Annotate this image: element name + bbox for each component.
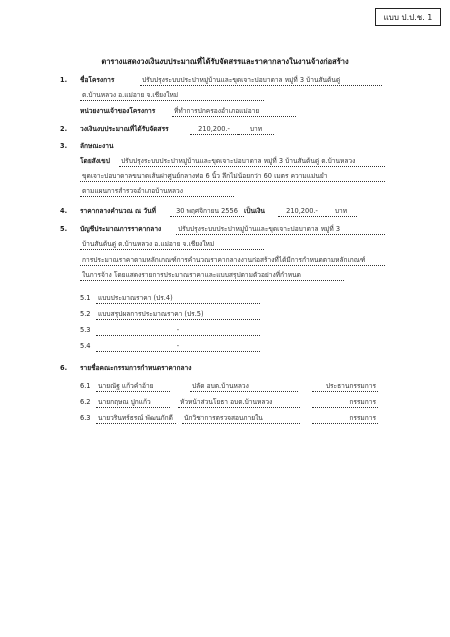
median-price-date: 30 พฤศจิกายน 2556 [170, 207, 244, 217]
median-price-label: ราคากลางคำนวณ ณ วันที่ [80, 207, 157, 215]
document-title: ตารางแสดงวงเงินงบประมาณที่ได้รับจัดสรรและราคากลางในงานจ้างก่อสร้าง [101, 57, 349, 66]
attachment-item-2-value: แบบสรุปผลการประมาณราคา (ปร.5) [96, 310, 260, 320]
project-name-label: ชื่อโครงการ [80, 76, 115, 84]
attachment-item-4-value: - [96, 342, 260, 352]
attachment-item-2-number: 5.2 [80, 310, 91, 318]
section-6-number: 6. [60, 364, 68, 372]
work-description-line-2: ขุดเจาะบ่อบาดาลขนาดเส้นผ่าศูนย์กลางท่อ 6 นิ้ว ลึกไม่น้อยกว่า 60 เมตร ความแม่นยำ [80, 172, 385, 182]
project-location-value: ต.บ้านหลวง อ.แม่อาย จ.เชียงใหม่ [80, 91, 264, 101]
attachment-item-1-number: 5.1 [80, 294, 91, 302]
section-1-number: 1. [60, 76, 68, 84]
committee-member-2-role: กรรมการ [312, 398, 378, 408]
section-2-number: 2. [60, 125, 68, 133]
committee-member-2-name: นายกฤษณ ปูกแก้ว [96, 398, 170, 408]
section-4-number: 4. [60, 207, 68, 215]
price-estimate-note-1: การประมาณราคาตามหลักเกณฑ์การคำนวณราคากลางงานก่อสร้างที่ได้มีการกำหนดตามหลักเกณฑ์ [80, 256, 385, 266]
median-price-value: 210,200.- [278, 207, 326, 217]
committee-member-2-number: 6.2 [80, 398, 91, 406]
attachment-item-3-value: - [96, 326, 260, 336]
section-5-number: 5. [60, 225, 68, 233]
committee-label: รายชื่อคณะกรรมการกำหนดราคากลาง [80, 364, 192, 372]
committee-member-1-role: ประธานกรรมการ [312, 382, 378, 392]
committee-member-3-number: 6.3 [80, 414, 91, 422]
committee-member-2-position: หัวหน้าส่วนโยธา อบต.บ้านหลวง [178, 398, 300, 408]
section-3-number: 3. [60, 142, 68, 150]
budget-label: วงเงินงบประมาณที่ได้รับจัดสรร [80, 125, 169, 133]
attachment-item-3-number: 5.3 [80, 326, 91, 334]
median-price-amount-label: เป็นเงิน [244, 207, 265, 215]
committee-member-3-name: นายวรินทร์ธรณ์ พัฒนภักดี [96, 414, 176, 424]
work-characteristic-label: ลักษณะงาน [80, 142, 114, 150]
summary-label: โดยสังเขป [80, 157, 110, 165]
price-estimate-value-2: บ้านสันต้นดู่ ต.บ้านหลวง อ.แม่อาย จ.เชียงใหม่ [80, 240, 264, 250]
price-estimate-value-1: ปรับปรุงระบบประปาหมู่บ้านและขุดเจาะบ่อบาดาล หมู่ที่ 3 [176, 225, 385, 235]
median-price-unit: บาท [325, 207, 357, 217]
committee-member-1-number: 6.1 [80, 382, 91, 390]
price-estimate-label: บัญชีประมาณการราคากลาง [80, 225, 162, 233]
committee-member-3-position: นักวิชาการตรวจสอบภายใน [182, 414, 300, 424]
agency-value: ที่ทำการปกครองอำเภอแม่อาย [172, 107, 296, 117]
budget-unit: บาท [238, 125, 274, 135]
work-description-line-1: ปรับปรุงระบบประปาหมู่บ้านและขุดเจาะบ่อบาดาล หมู่ที่ 3 บ้านสันต้นดู่ ต.บ้านหลวง [119, 157, 385, 167]
work-description-line-3: ตามแผนการสำรวจอำเภอบ้านหลวง [80, 187, 234, 197]
project-name-value: ปรับปรุงระบบประปาหมู่บ้านและขุดเจาะบ่อบาดาล หมู่ที่ 3 บ้านสันต้นดู่ [140, 76, 382, 86]
price-estimate-note-2: ในการจ้าง โดยแสดงรายการประมาณราคาและแบบสรุปตามตัวอย่างที่กำหนด [80, 271, 344, 281]
attachment-item-1-value: แบบประมาณราคา (ปร.4) [96, 294, 260, 304]
form-code-box: แบบ ป.ป.ช. 1 [375, 8, 441, 26]
committee-member-3-role: กรรมการ [312, 414, 378, 424]
committee-member-1-position: ปลัด อบต.บ้านหลวง [190, 382, 298, 392]
attachment-item-4-number: 5.4 [80, 342, 91, 350]
agency-label: หน่วยงานเจ้าของโครงการ [80, 107, 156, 115]
budget-value: 210,200.- [190, 125, 238, 135]
committee-member-1-name: นายณัฐ แก้วคำอ้าย [96, 382, 170, 392]
